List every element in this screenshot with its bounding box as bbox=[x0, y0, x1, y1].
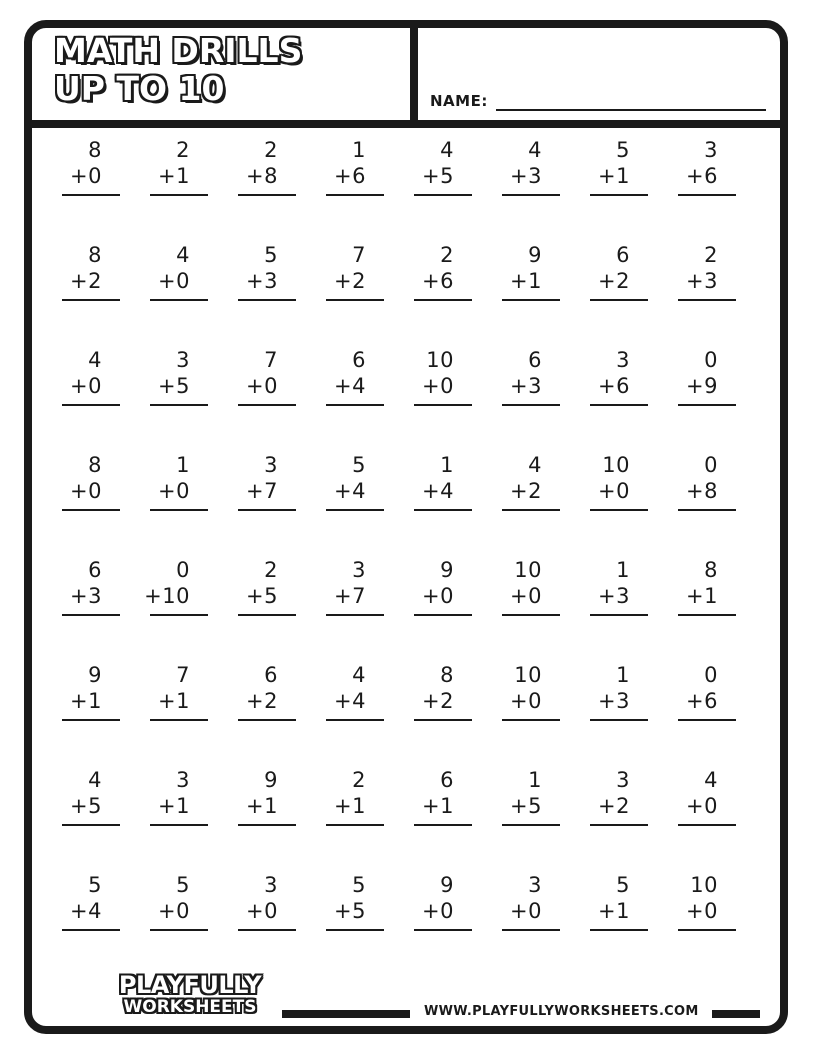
answer-line[interactable] bbox=[590, 404, 648, 406]
answer-line[interactable] bbox=[326, 194, 384, 196]
addend-top: 7 bbox=[176, 663, 190, 687]
title-line-2: UP TO 10 bbox=[54, 69, 225, 108]
addend-bottom: +2 bbox=[510, 479, 542, 503]
answer-line[interactable] bbox=[590, 614, 648, 616]
addend-bottom: +4 bbox=[70, 899, 102, 923]
worksheet-frame bbox=[24, 20, 788, 1034]
addition-problem bbox=[502, 758, 560, 828]
addend-top: 6 bbox=[352, 348, 366, 372]
answer-line[interactable] bbox=[590, 824, 648, 826]
addend-bottom: +6 bbox=[686, 164, 718, 188]
addend-top: 3 bbox=[176, 348, 190, 372]
addend-bottom: +5 bbox=[334, 899, 366, 923]
addition-problem bbox=[238, 863, 296, 933]
addend-bottom: +6 bbox=[334, 164, 366, 188]
addition-problem bbox=[62, 548, 120, 618]
answer-line[interactable] bbox=[150, 299, 208, 301]
addition-problem bbox=[150, 128, 208, 198]
answer-line[interactable] bbox=[590, 299, 648, 301]
addend-top: 9 bbox=[88, 663, 102, 687]
addition-problem bbox=[62, 128, 120, 198]
addend-top: 3 bbox=[704, 138, 718, 162]
answer-line[interactable] bbox=[326, 719, 384, 721]
answer-line[interactable] bbox=[150, 929, 208, 931]
addend-top: 4 bbox=[176, 243, 190, 267]
addition-problem bbox=[414, 338, 472, 408]
addition-problem bbox=[238, 233, 296, 303]
answer-line[interactable] bbox=[326, 824, 384, 826]
addend-top: 3 bbox=[264, 873, 278, 897]
addend-bottom: +3 bbox=[686, 269, 718, 293]
answer-line[interactable] bbox=[150, 719, 208, 721]
answer-line[interactable] bbox=[414, 194, 472, 196]
answer-line[interactable] bbox=[502, 299, 560, 301]
addend-top: 9 bbox=[528, 243, 542, 267]
addition-problem bbox=[414, 128, 472, 198]
addend-top: 3 bbox=[616, 768, 630, 792]
addition-problem bbox=[414, 653, 472, 723]
answer-line[interactable] bbox=[326, 614, 384, 616]
addition-problem bbox=[238, 758, 296, 828]
answer-line[interactable] bbox=[414, 404, 472, 406]
addend-top: 1 bbox=[616, 558, 630, 582]
answer-line[interactable] bbox=[326, 404, 384, 406]
addend-bottom: +0 bbox=[510, 689, 542, 713]
name-label: NAME: bbox=[430, 92, 488, 110]
addend-bottom: +3 bbox=[70, 584, 102, 608]
addend-bottom: +0 bbox=[598, 479, 630, 503]
addition-problem bbox=[326, 758, 384, 828]
addition-problem bbox=[590, 128, 648, 198]
addend-top: 5 bbox=[176, 873, 190, 897]
answer-line[interactable] bbox=[238, 404, 296, 406]
addend-bottom: +5 bbox=[158, 374, 190, 398]
addition-problem bbox=[238, 338, 296, 408]
addend-bottom: +1 bbox=[246, 794, 278, 818]
addend-top: 8 bbox=[88, 243, 102, 267]
addend-bottom: +1 bbox=[334, 794, 366, 818]
footer-bar-right bbox=[712, 1010, 760, 1018]
answer-line[interactable] bbox=[590, 719, 648, 721]
answer-line[interactable] bbox=[62, 194, 120, 196]
addition-problem bbox=[150, 338, 208, 408]
answer-line[interactable] bbox=[62, 404, 120, 406]
addend-top: 2 bbox=[176, 138, 190, 162]
addend-top: 0 bbox=[176, 558, 190, 582]
answer-line[interactable] bbox=[238, 929, 296, 931]
addition-problem bbox=[62, 443, 120, 513]
answer-line[interactable] bbox=[62, 929, 120, 931]
addition-problem bbox=[326, 548, 384, 618]
addend-top: 8 bbox=[88, 453, 102, 477]
addition-problem bbox=[238, 653, 296, 723]
addend-top: 1 bbox=[528, 768, 542, 792]
logo-line-1: PLAYFULLY bbox=[118, 971, 262, 999]
addend-bottom: +2 bbox=[422, 689, 454, 713]
addition-problem bbox=[678, 338, 736, 408]
addend-bottom: +4 bbox=[334, 689, 366, 713]
addition-problem bbox=[678, 128, 736, 198]
addition-problem bbox=[150, 233, 208, 303]
addition-problem bbox=[502, 128, 560, 198]
addend-bottom: +0 bbox=[70, 479, 102, 503]
addend-bottom: +7 bbox=[334, 584, 366, 608]
addend-bottom: +4 bbox=[422, 479, 454, 503]
addend-bottom: +1 bbox=[686, 584, 718, 608]
answer-line[interactable] bbox=[238, 299, 296, 301]
answer-line[interactable] bbox=[678, 404, 736, 406]
addition-problem bbox=[502, 233, 560, 303]
addition-problem bbox=[326, 443, 384, 513]
addend-top: 0 bbox=[704, 663, 718, 687]
addend-bottom: +0 bbox=[686, 794, 718, 818]
answer-line[interactable] bbox=[150, 824, 208, 826]
addend-top: 4 bbox=[528, 138, 542, 162]
addend-top: 0 bbox=[704, 348, 718, 372]
answer-line[interactable] bbox=[502, 194, 560, 196]
addend-top: 10 bbox=[514, 558, 542, 582]
addition-problem bbox=[326, 128, 384, 198]
addend-top: 4 bbox=[704, 768, 718, 792]
addition-problem bbox=[150, 758, 208, 828]
addition-problem bbox=[414, 548, 472, 618]
addition-problem bbox=[502, 653, 560, 723]
addend-top: 8 bbox=[440, 663, 454, 687]
addition-problem bbox=[414, 758, 472, 828]
answer-line[interactable] bbox=[62, 614, 120, 616]
problem-row bbox=[32, 128, 780, 198]
addend-top: 5 bbox=[352, 453, 366, 477]
addend-bottom: +8 bbox=[246, 164, 278, 188]
addend-bottom: +6 bbox=[686, 689, 718, 713]
worksheet-footer bbox=[32, 971, 780, 1026]
addend-bottom: +5 bbox=[422, 164, 454, 188]
addition-problem bbox=[590, 758, 648, 828]
playfully-worksheets-logo bbox=[100, 971, 280, 1018]
problem-row bbox=[32, 863, 780, 933]
addend-top: 2 bbox=[264, 138, 278, 162]
addend-bottom: +1 bbox=[158, 794, 190, 818]
answer-line[interactable] bbox=[238, 824, 296, 826]
problem-row bbox=[32, 653, 780, 723]
addend-top: 6 bbox=[264, 663, 278, 687]
addition-problem bbox=[590, 338, 648, 408]
addend-top: 3 bbox=[176, 768, 190, 792]
answer-line[interactable] bbox=[678, 194, 736, 196]
addend-top: 9 bbox=[440, 558, 454, 582]
addend-bottom: +10 bbox=[144, 584, 190, 608]
addition-problem bbox=[590, 653, 648, 723]
addend-top: 10 bbox=[514, 663, 542, 687]
addend-top: 0 bbox=[704, 453, 718, 477]
website-url: WWW.PLAYFULLYWORKSHEETS.COM bbox=[424, 1004, 699, 1019]
answer-line[interactable] bbox=[678, 929, 736, 931]
addition-problem bbox=[414, 863, 472, 933]
header-divider bbox=[410, 28, 418, 120]
answer-line[interactable] bbox=[238, 194, 296, 196]
addition-problem bbox=[62, 233, 120, 303]
addition-problem bbox=[238, 443, 296, 513]
addend-bottom: +3 bbox=[510, 164, 542, 188]
answer-line[interactable] bbox=[502, 509, 560, 511]
problem-row bbox=[32, 443, 780, 513]
addend-top: 7 bbox=[264, 348, 278, 372]
addend-bottom: +1 bbox=[422, 794, 454, 818]
addition-problem bbox=[326, 233, 384, 303]
addend-bottom: +6 bbox=[598, 374, 630, 398]
answer-line[interactable] bbox=[414, 509, 472, 511]
addend-top: 6 bbox=[88, 558, 102, 582]
answer-line[interactable] bbox=[62, 824, 120, 826]
addition-problem bbox=[590, 443, 648, 513]
addition-problem bbox=[590, 233, 648, 303]
addend-bottom: +1 bbox=[598, 164, 630, 188]
addition-problem bbox=[150, 443, 208, 513]
addend-bottom: +1 bbox=[158, 689, 190, 713]
addend-bottom: +0 bbox=[246, 899, 278, 923]
answer-line[interactable] bbox=[62, 719, 120, 721]
addition-problem bbox=[678, 443, 736, 513]
answer-line[interactable] bbox=[238, 719, 296, 721]
addition-problem bbox=[62, 758, 120, 828]
footer-bar-left bbox=[282, 1010, 410, 1018]
addend-top: 7 bbox=[352, 243, 366, 267]
problem-row bbox=[32, 233, 780, 303]
addend-bottom: +4 bbox=[334, 374, 366, 398]
addition-problem bbox=[502, 548, 560, 618]
answer-line[interactable] bbox=[326, 929, 384, 931]
addend-bottom: +0 bbox=[422, 584, 454, 608]
addition-problem bbox=[678, 548, 736, 618]
answer-line[interactable] bbox=[678, 509, 736, 511]
answer-line[interactable] bbox=[414, 719, 472, 721]
addend-top: 9 bbox=[264, 768, 278, 792]
addition-problem bbox=[678, 233, 736, 303]
addend-bottom: +3 bbox=[598, 584, 630, 608]
addition-problem bbox=[414, 233, 472, 303]
addend-top: 10 bbox=[426, 348, 454, 372]
addend-bottom: +1 bbox=[598, 899, 630, 923]
addend-bottom: +6 bbox=[422, 269, 454, 293]
addend-bottom: +0 bbox=[510, 584, 542, 608]
addend-top: 4 bbox=[440, 138, 454, 162]
addend-bottom: +0 bbox=[686, 899, 718, 923]
addition-problem bbox=[326, 338, 384, 408]
answer-line[interactable] bbox=[414, 614, 472, 616]
addend-bottom: +1 bbox=[158, 164, 190, 188]
answer-line[interactable] bbox=[150, 404, 208, 406]
addend-top: 3 bbox=[352, 558, 366, 582]
addend-top: 5 bbox=[88, 873, 102, 897]
answer-line[interactable] bbox=[150, 194, 208, 196]
logo-line-2: WORKSHEETS bbox=[123, 997, 257, 1017]
addend-bottom: +0 bbox=[246, 374, 278, 398]
addition-problem bbox=[678, 758, 736, 828]
addition-problem bbox=[62, 338, 120, 408]
answer-line[interactable] bbox=[502, 929, 560, 931]
addend-bottom: +2 bbox=[598, 269, 630, 293]
answer-line[interactable] bbox=[502, 614, 560, 616]
answer-line[interactable] bbox=[414, 824, 472, 826]
addend-top: 5 bbox=[616, 873, 630, 897]
addend-top: 2 bbox=[264, 558, 278, 582]
addend-top: 2 bbox=[704, 243, 718, 267]
addition-problem bbox=[238, 128, 296, 198]
addend-top: 2 bbox=[352, 768, 366, 792]
addend-top: 8 bbox=[704, 558, 718, 582]
addend-bottom: +4 bbox=[334, 479, 366, 503]
addend-top: 8 bbox=[88, 138, 102, 162]
addend-bottom: +0 bbox=[158, 479, 190, 503]
addition-problem bbox=[590, 863, 648, 933]
addition-problem bbox=[144, 548, 208, 618]
addend-top: 4 bbox=[528, 453, 542, 477]
answer-line[interactable] bbox=[678, 614, 736, 616]
addend-top: 3 bbox=[264, 453, 278, 477]
addend-top: 6 bbox=[616, 243, 630, 267]
title-line-1: MATH DRILLS bbox=[54, 31, 303, 70]
addend-bottom: +5 bbox=[510, 794, 542, 818]
problem-row bbox=[32, 338, 780, 408]
addend-bottom: +7 bbox=[246, 479, 278, 503]
answer-line[interactable] bbox=[238, 614, 296, 616]
answer-line[interactable] bbox=[678, 824, 736, 826]
addend-top: 1 bbox=[352, 138, 366, 162]
addition-problem bbox=[150, 863, 208, 933]
addend-bottom: +8 bbox=[686, 479, 718, 503]
addition-problem bbox=[414, 443, 472, 513]
addend-top: 2 bbox=[440, 243, 454, 267]
addition-problem bbox=[502, 443, 560, 513]
addend-bottom: +0 bbox=[158, 899, 190, 923]
addition-problem bbox=[326, 653, 384, 723]
answer-line[interactable] bbox=[590, 929, 648, 931]
addend-top: 10 bbox=[602, 453, 630, 477]
addend-top: 1 bbox=[440, 453, 454, 477]
answer-line[interactable] bbox=[150, 614, 208, 616]
addition-problem bbox=[62, 653, 120, 723]
addition-problem bbox=[238, 548, 296, 618]
answer-line[interactable] bbox=[590, 509, 648, 511]
addend-bottom: +5 bbox=[246, 584, 278, 608]
addition-problem bbox=[150, 653, 208, 723]
answer-line[interactable] bbox=[150, 509, 208, 511]
addend-bottom: +3 bbox=[598, 689, 630, 713]
addend-bottom: +5 bbox=[70, 794, 102, 818]
answer-line[interactable] bbox=[62, 299, 120, 301]
addend-top: 10 bbox=[690, 873, 718, 897]
addition-problem bbox=[590, 548, 648, 618]
answer-line[interactable] bbox=[590, 194, 648, 196]
name-write-line[interactable] bbox=[496, 109, 766, 111]
problem-row bbox=[32, 548, 780, 618]
answer-line[interactable] bbox=[678, 719, 736, 721]
addend-top: 6 bbox=[440, 768, 454, 792]
problem-row bbox=[32, 758, 780, 828]
answer-line[interactable] bbox=[326, 299, 384, 301]
addend-bottom: +3 bbox=[246, 269, 278, 293]
addition-problem bbox=[326, 863, 384, 933]
addend-bottom: +0 bbox=[70, 164, 102, 188]
addend-bottom: +2 bbox=[70, 269, 102, 293]
answer-line[interactable] bbox=[502, 404, 560, 406]
addend-top: 9 bbox=[440, 873, 454, 897]
addend-bottom: +9 bbox=[686, 374, 718, 398]
addend-bottom: +0 bbox=[422, 374, 454, 398]
addend-top: 1 bbox=[616, 663, 630, 687]
addend-bottom: +2 bbox=[246, 689, 278, 713]
addend-bottom: +2 bbox=[334, 269, 366, 293]
addend-top: 4 bbox=[88, 768, 102, 792]
answer-line[interactable] bbox=[326, 509, 384, 511]
addend-bottom: +2 bbox=[598, 794, 630, 818]
addition-problem bbox=[502, 863, 560, 933]
addend-top: 5 bbox=[616, 138, 630, 162]
addend-top: 4 bbox=[352, 663, 366, 687]
addend-bottom: +1 bbox=[510, 269, 542, 293]
addend-top: 3 bbox=[528, 873, 542, 897]
worksheet-title bbox=[54, 32, 302, 108]
addition-problem bbox=[678, 863, 736, 933]
addition-problem bbox=[62, 863, 120, 933]
addend-top: 5 bbox=[264, 243, 278, 267]
addend-top: 6 bbox=[528, 348, 542, 372]
answer-line[interactable] bbox=[502, 824, 560, 826]
addition-problem bbox=[502, 338, 560, 408]
addend-bottom: +0 bbox=[510, 899, 542, 923]
addend-top: 5 bbox=[352, 873, 366, 897]
addend-bottom: +0 bbox=[70, 374, 102, 398]
addend-top: 4 bbox=[88, 348, 102, 372]
addend-bottom: +0 bbox=[422, 899, 454, 923]
answer-line[interactable] bbox=[414, 929, 472, 931]
addend-top: 1 bbox=[176, 453, 190, 477]
answer-line[interactable] bbox=[678, 299, 736, 301]
worksheet-header bbox=[32, 28, 780, 128]
addend-top: 3 bbox=[616, 348, 630, 372]
answer-line[interactable] bbox=[502, 719, 560, 721]
addend-bottom: +3 bbox=[510, 374, 542, 398]
answer-line[interactable] bbox=[238, 509, 296, 511]
addition-problem bbox=[678, 653, 736, 723]
addend-bottom: +1 bbox=[70, 689, 102, 713]
addend-bottom: +0 bbox=[158, 269, 190, 293]
answer-line[interactable] bbox=[414, 299, 472, 301]
answer-line[interactable] bbox=[62, 509, 120, 511]
